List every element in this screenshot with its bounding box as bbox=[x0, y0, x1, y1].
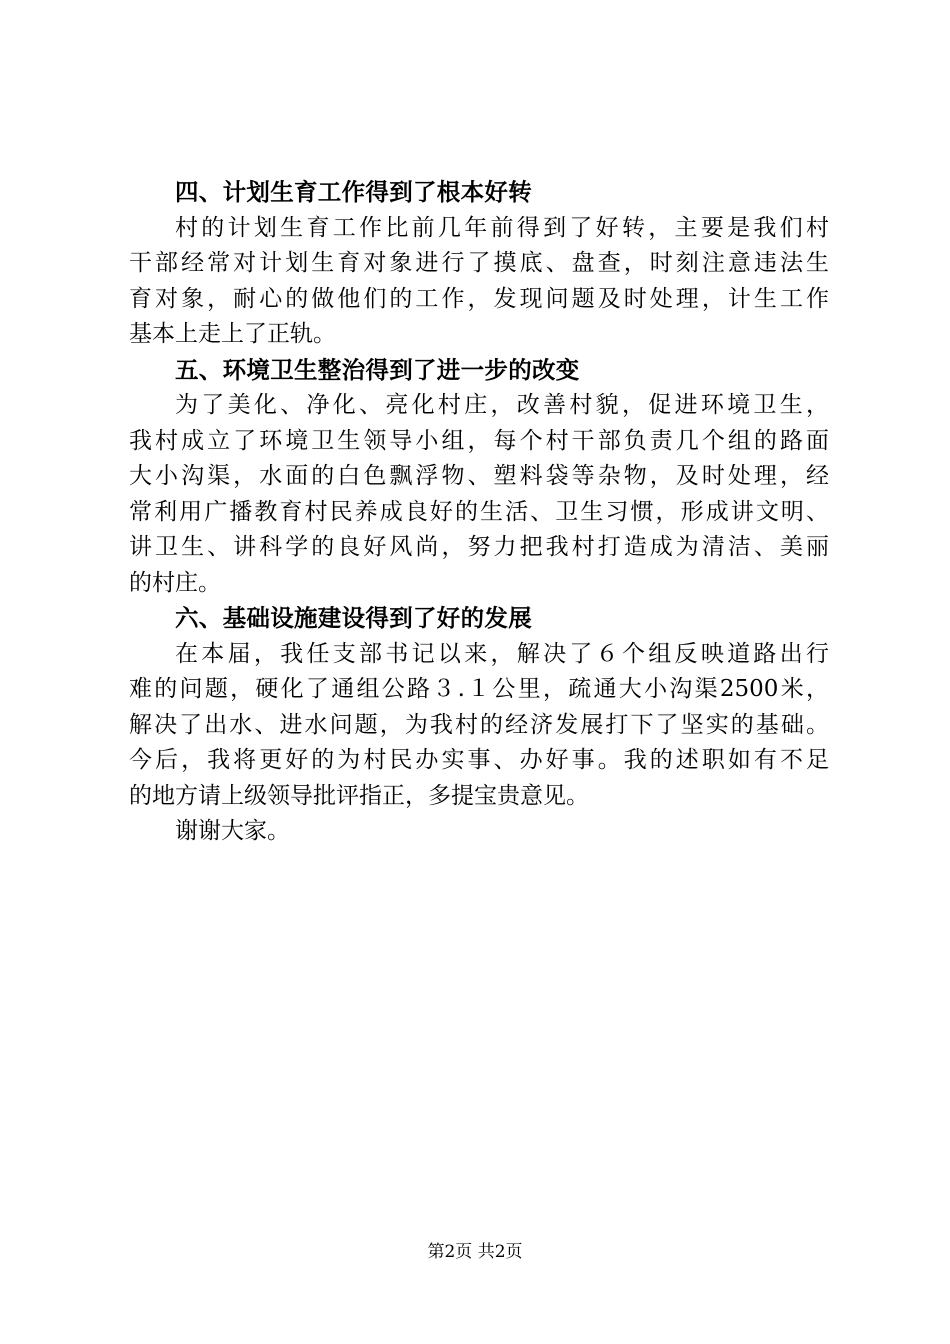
paragraph-line: 我村成立了环境卫生领导小组，每个村干部负责几个组的路面 bbox=[129, 427, 829, 454]
paragraph-line: 育对象，耐心的做他们的工作，发现问题及时处理，计生工作 bbox=[129, 285, 829, 312]
closing-text: 谢谢大家。 bbox=[175, 818, 290, 844]
paragraph-line: 的村庄。 bbox=[129, 569, 221, 596]
paragraph-line: 常利用广播教育村民养成良好的生活、卫生习惯，形成讲文明、 bbox=[129, 498, 829, 525]
paragraph-line: 基本上走上了正轨。 bbox=[129, 321, 336, 347]
section-heading-4: 四、计划生育工作得到了根本好转 bbox=[175, 178, 532, 206]
paragraph-line: 解决了出水、进水问题，为我村的经济发展打下了坚实的基础。 bbox=[129, 711, 829, 738]
paragraph-line: 大小沟渠，水面的白色飘浮物、塑料袋等杂物，及时处理，经 bbox=[129, 463, 829, 489]
page-footer: 第2页 共2页 bbox=[427, 1242, 523, 1262]
paragraph-line: 干部经常对计划生育对象进行了摸底、盘查，时刻注意违法生 bbox=[129, 250, 829, 276]
paragraph-line: 为了美化、净化、亮化村庄，改善村貌，促进环境卫生， bbox=[175, 392, 829, 418]
section-paragraph-5 bbox=[129, 388, 829, 601]
paragraph-line: 村的计划生育工作比前几年前得到了好转，主要是我们村 bbox=[175, 214, 829, 241]
paragraph-line: 讲卫生、讲科学的良好风尚，努力把我村打造成为清洁、美丽 bbox=[129, 534, 829, 560]
closing-paragraph bbox=[129, 814, 829, 850]
paragraph-line: 难的问题，硬化了通组公路３.１公里，疏通大小沟渠2500米， bbox=[129, 676, 829, 702]
section-heading-6: 六、基础设施建设得到了好的发展 bbox=[175, 604, 532, 632]
section-heading-5: 五、环境卫生整治得到了进一步的改变 bbox=[175, 355, 580, 384]
section-paragraph-4 bbox=[129, 211, 829, 353]
section-paragraph-6 bbox=[129, 637, 829, 815]
paragraph-line: 在本届，我任支部书记以来，解决了６个组反映道路出行 bbox=[175, 640, 829, 667]
paragraph-line: 的地方请上级领导批评指正，多提宝贵意见。 bbox=[129, 782, 589, 809]
document-body bbox=[129, 175, 829, 850]
paragraph-line: 今后，我将更好的为村民办实事、办好事。我的述职如有不足 bbox=[129, 747, 829, 773]
